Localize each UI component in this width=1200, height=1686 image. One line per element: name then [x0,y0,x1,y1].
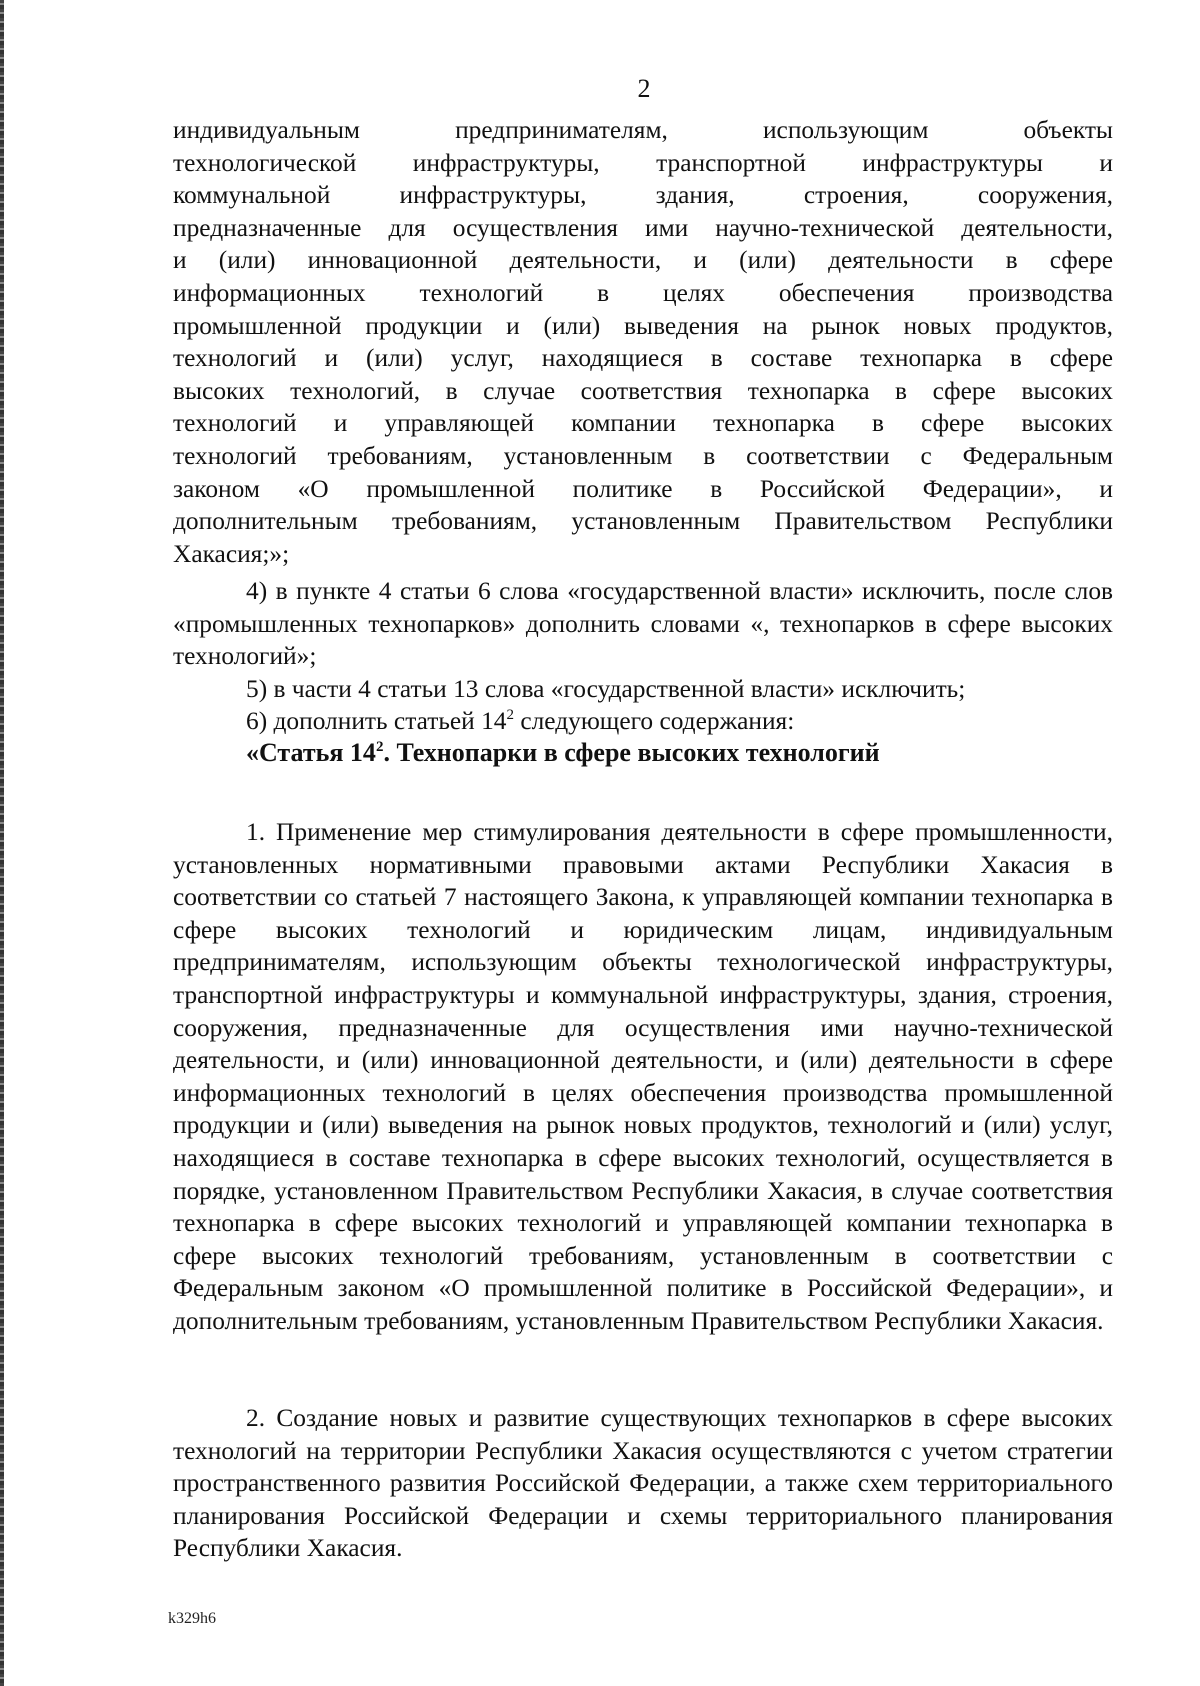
item6-prefix: 6) дополнить статьей 14 [246,707,507,736]
amendment-item-6 [173,705,1113,738]
text-line: коммунальной инфраструктуры, здания, строения, сооружения, [173,181,1113,210]
text-line: технологий и управляющей компании технопарка в сфере высоких [173,409,1113,438]
heading-suffix: . Технопарки в сфере высоких технологий [383,738,880,767]
text-line: информационных технологий в целях обеспечения производства [173,278,1113,307]
page-number: 2 [637,74,651,103]
item6-suffix: следующего содержания: [514,707,795,736]
heading-prefix: «Статья 14 [246,738,376,767]
text-line: технологий требованиям, установленным в соответствии с Федеральным [173,441,1113,470]
text-line: технологической инфраструктуры, транспортной инфраструктуры и [173,148,1113,177]
amendment-item-5: 5) в части 4 статьи 13 слова «государственной власти» исключить; [246,674,966,703]
text-line: высоких технологий, в случае соответствия технопарка в сфере высоких [173,376,1113,405]
heading-superscript: 2 [375,739,384,755]
scan-edge [0,0,4,1686]
clause-1-text: 1. Применение мер стимулирования деятельности в сфере промышленности, установленных нормативными правовыми актами Республики Хакасия в соответствии со статьей 7 настоящего Закона, к управляющей компании технопарка в сфере высоких технологий и юридическим лицам, индивидуальным предпринимателям, использующим объекты технологической инфраструктуры, транспортной инфраструктуры и коммунальной инфраструктуры, здания, строения, сооружения, предназначенные для осуществления ими научно-технической деятельности, и (или) инновационной деятельности, и (или) деятельности в сфере информационных технологий в целях обеспечения производства промышленной продукции и (или) выведения на рынок новых продуктов, технологий и (или) услуг, находящиеся в составе технопарка в сфере высоких технологий, осуществляется в порядке, установленном Правительством Республики Хакасия, в случае соответствия технопарка в сфере высоких технологий и управляющей компании технопарка в сфере высоких технологий требованиям, установленным в соответствии с Федеральным законом «О промышленной политике в Российской Федерации», и дополнительным требованиям, установленным Правительством Республики Хакасия. [173,818,1113,1335]
text-line: и (или) инновационной деятельности, и (или) деятельности в сфере [173,246,1113,275]
text-line: предназначенные для осуществления ими научно-технической деятельности, [173,213,1113,242]
clause-2-text: 2. Создание новых и развитие существующих технопарков в сфере высоких технологий на территории Республики Хакасия осуществляются с учетом стратегии пространственного развития Российской Федерации, а также схем территориального планирования Российской Федерации и схемы территориального планирования Республики Хакасия. [173,1404,1113,1563]
text-line: индивидуальным предпринимателям, использующим объекты [173,116,1113,144]
article-clause-2 [173,1402,1113,1565]
text-line: законом «О промышленной политике в Российской Федерации», и [173,474,1113,503]
continuation-paragraph [173,114,1113,570]
item6-superscript: 2 [506,707,514,724]
article-heading [246,738,880,768]
text-line: дополнительным требованиям, установленным Правительством Республики [173,507,1113,536]
article-clause-1 [173,816,1113,1338]
text-line: технологий и (или) услуг, находящиеся в составе технопарка в сфере [173,344,1113,373]
amendment-item-4: 4) в пункте 4 статьи 6 слова «государственной власти» исключить, после слов «промышленных технопарков» дополнить словами «, технопарков в сфере высоких технологий»; [173,577,1113,671]
text-line: промышленной продукции и (или) выведения на рынок новых продуктов, [173,311,1113,340]
amendment-items [173,575,1113,738]
document-code: k329h6 [168,1610,216,1627]
text-line: Хакасия;»; [173,539,290,568]
